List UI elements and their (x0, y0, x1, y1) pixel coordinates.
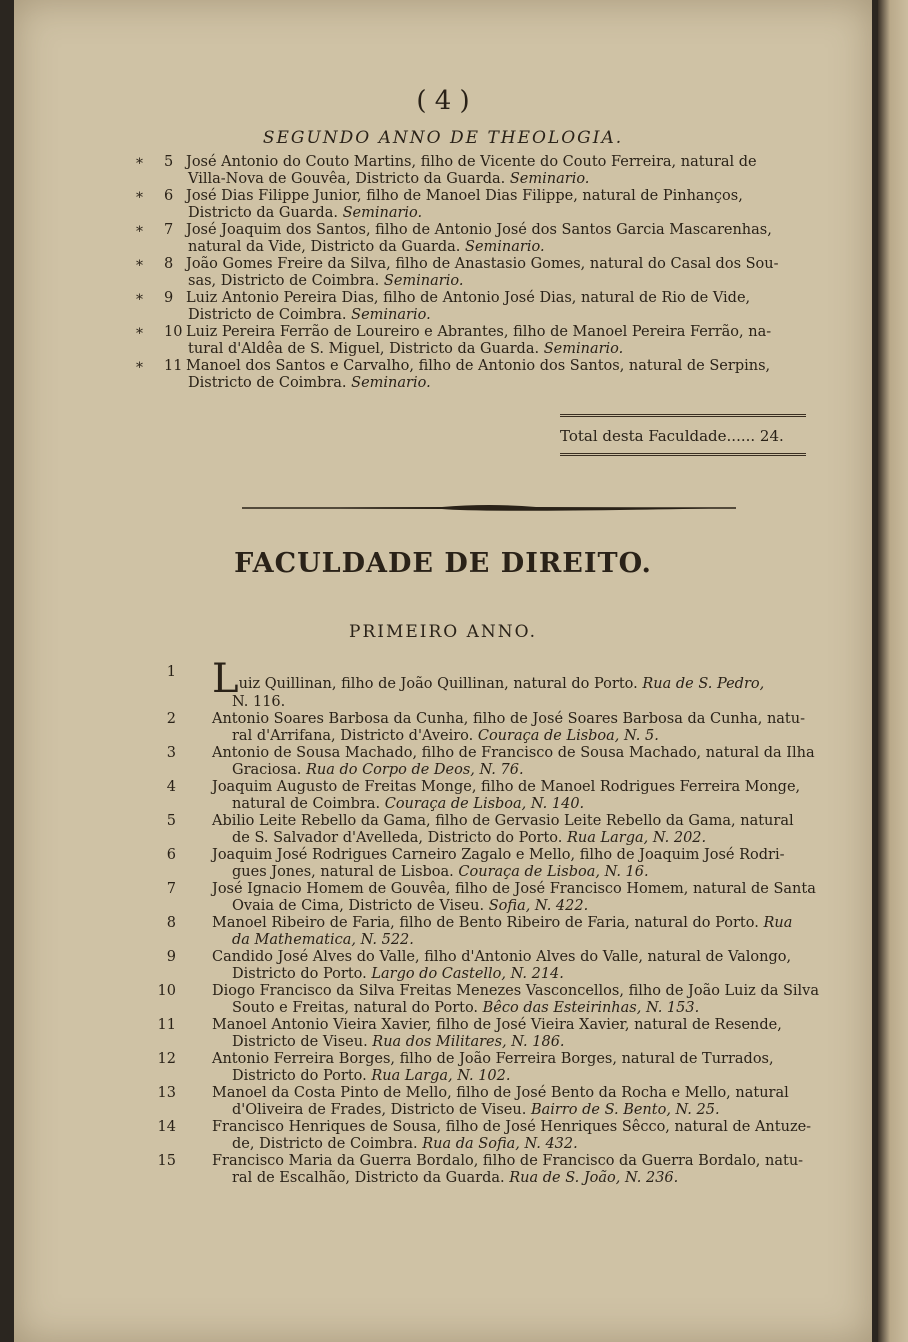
asterisk-mark: * (136, 156, 143, 172)
entry-text: Manoel Antonio Vieira Xavier, filho de José Vieira Xavier, natural de Resende, (212, 1017, 782, 1033)
entry-text-cont: Villa-Nova de Gouvêa, Districto da Guarda. (188, 171, 506, 187)
entry-line-1 (164, 154, 814, 171)
entry-number: 9 (166, 949, 176, 965)
entry-text: José Antonio do Couto Martins, filho de Vicente do Couto Ferreira, natural de (186, 154, 757, 170)
entry-line-2 (182, 694, 822, 711)
entry-line-2 (182, 1068, 822, 1085)
entry-line-2 (164, 375, 814, 392)
entry-residence: Bairro de S. Bento, N. 25. (530, 1102, 720, 1118)
book-page (14, 0, 872, 1342)
entry-line-1 (182, 1153, 822, 1170)
entry-number: 12 (157, 1051, 176, 1067)
law-entry (166, 847, 822, 881)
entry-text-cont: de S. Salvador d'Avelleda, Districto do Porto. (232, 830, 563, 846)
entry-text: Diogo Francisco da Silva Freitas Menezes Vasconcellos, filho de João Luiz da Silva (212, 983, 819, 999)
law-entry (166, 711, 822, 745)
law-entry (166, 656, 822, 711)
entry-line-1 (164, 188, 814, 205)
law-entry (157, 983, 822, 1017)
entry-text-cont: sas, Districto de Coimbra. (188, 273, 380, 289)
theology-entry (136, 188, 814, 222)
law-entry (157, 1051, 822, 1085)
entry-number: 6 (166, 847, 176, 863)
page-content (14, 0, 872, 1342)
entry-residence: Rua Larga, N. 202. (567, 830, 707, 846)
entry-line-2 (164, 273, 814, 290)
entry-line-1 (182, 1051, 822, 1068)
law-entry (166, 881, 822, 915)
entry-text: Luiz Pereira Ferrão de Loureiro e Abrantes, filho de Manoel Pereira Ferrão, na- (186, 324, 772, 340)
theology-entry (136, 222, 814, 256)
entry-number: 6 (164, 188, 174, 204)
entry-line-2 (164, 307, 814, 324)
entry-line-1 (182, 1119, 822, 1136)
entry-number: 8 (166, 915, 176, 931)
entry-text: Luiz Antonio Pereira Dias, filho de Antonio José Dias, natural de Rio de Vide, (186, 290, 751, 306)
law-entry (166, 813, 822, 847)
entry-text: José Ignacio Homem de Gouvêa, filho de José Francisco Homem, natural de Santa (212, 881, 816, 897)
entry-number: 1 (166, 664, 176, 680)
entry-text-cont: de, Districto de Coimbra. (232, 1136, 418, 1152)
entry-text: Manoel Ribeiro de Faria, filho de Bento Ribeiro de Faria, natural do Porto. (212, 915, 759, 931)
entry-line-2 (164, 171, 814, 188)
entry-residence: Sofia, N. 422. (488, 898, 589, 914)
entry-line-1 (164, 290, 814, 307)
asterisk-mark: * (136, 326, 143, 342)
entry-text-cont: Districto do Porto. (232, 966, 367, 982)
entry-text-cont: Districto de Coimbra. (188, 307, 347, 323)
entry-residence: Rua de S. João, N. 236. (509, 1170, 679, 1186)
entry-text-cont: Districto de Coimbra. (188, 375, 347, 391)
entry-text: uiz Quillinan, filho de João Quillinan, natural do Porto. (238, 676, 638, 692)
law-entry-list (157, 656, 822, 1187)
entry-line-1 (182, 745, 822, 762)
entry-text: José Joaquim dos Santos, filho de Antonio José dos Santos Garcia Mascarenhas, (186, 222, 772, 238)
entry-residence: Largo do Castello, N. 214. (371, 966, 564, 982)
entry-line-2 (182, 830, 822, 847)
year-title: PRIMEIRO ANNO. (349, 622, 537, 642)
entry-residence: Seminario. (509, 171, 590, 187)
entry-text-cont: tural d'Aldêa de S. Miguel, Districto da Guarda. (188, 341, 540, 357)
entry-number: 8 (164, 256, 174, 272)
entry-line-2 (182, 864, 822, 881)
asterisk-mark: * (136, 360, 143, 376)
entry-number: 14 (157, 1119, 176, 1135)
entry-number: 11 (157, 1017, 176, 1033)
entry-text-cont: Districto da Guarda. (188, 205, 338, 221)
entry-line-2 (182, 932, 822, 949)
entry-residence: Seminario. (383, 273, 464, 289)
entry-number: 10 (164, 324, 183, 340)
asterisk-mark: * (136, 258, 143, 274)
entry-text: Antonio de Sousa Machado, filho de Francisco de Sousa Machado, natural da Ilha (212, 745, 815, 761)
entry-number: 9 (164, 290, 174, 306)
entry-number: 2 (166, 711, 176, 727)
asterisk-mark: * (136, 224, 143, 240)
entry-number: 15 (157, 1153, 176, 1169)
entry-text: Joaquim Augusto de Freitas Monge, filho de Manoel Rodrigues Ferreira Monge, (212, 779, 801, 795)
entry-text-cont: natural da Vide, Districto da Guarda. (188, 239, 461, 255)
entry-number: 7 (166, 881, 176, 897)
entry-text-cont: ral d'Arrifana, Districto d'Aveiro. (232, 728, 474, 744)
ornamental-divider (242, 503, 736, 513)
entry-number: 3 (166, 745, 176, 761)
entry-text: José Dias Filippe Junior, filho de Manoel Dias Filippe, natural de Pinhanços, (186, 188, 743, 204)
entry-line-2 (164, 205, 814, 222)
entry-line-2 (182, 1000, 822, 1017)
theology-entry (136, 324, 814, 358)
asterisk-mark: * (136, 292, 143, 308)
entry-residence: Seminario. (342, 205, 423, 221)
entry-line-1 (182, 983, 822, 1000)
entry-line-2 (182, 1136, 822, 1153)
entry-line-2 (182, 728, 822, 745)
entry-line-2 (182, 966, 822, 983)
theology-entry (136, 154, 814, 188)
adjacent-page-edge (878, 0, 908, 1342)
entry-text-cont: Graciosa. (232, 762, 302, 778)
entry-residence: Couraça de Lisboa, N. 5. (477, 728, 659, 744)
asterisk-mark: * (136, 190, 143, 206)
entry-text-cont: Districto de Viseu. (232, 1034, 368, 1050)
entry-text: Antonio Soares Barbosa da Cunha, filho de José Soares Barbosa da Cunha, natu- (212, 711, 805, 727)
entry-number: 11 (164, 358, 183, 374)
faculty-total: Total desta Faculdade...... 24. (560, 414, 806, 456)
law-entry (166, 779, 822, 813)
entry-line-1 (182, 949, 822, 966)
entry-residence: Bêco das Esteirinhas, N. 153. (482, 1000, 700, 1016)
entry-text: Joaquim José Rodrigues Carneiro Zagalo e Mello, filho de Joaquim José Rodri- (212, 847, 785, 863)
entry-line-1 (182, 779, 822, 796)
entry-line-1 (164, 222, 814, 239)
entry-line-1 (182, 1017, 822, 1034)
entry-number: 13 (157, 1085, 176, 1101)
entry-residence: Rua Larga, N. 102. (371, 1068, 511, 1084)
law-entry (166, 949, 822, 983)
entry-line-1 (182, 847, 822, 864)
law-entry (157, 1153, 822, 1187)
entry-residence: Rua dos Militares, N. 186. (372, 1034, 565, 1050)
faculty-title: FACULDADE DE DIREITO. (234, 548, 652, 579)
law-entry (157, 1119, 822, 1153)
entry-text-cont: Ovaia de Cima, Districto de Viseu. (232, 898, 485, 914)
entry-number: 4 (166, 779, 176, 795)
law-entry (157, 1085, 822, 1119)
entry-residence: Rua (763, 915, 793, 931)
entry-line-1 (182, 711, 822, 728)
entry-residence: Seminario. (351, 375, 431, 391)
theology-entry (136, 358, 814, 392)
entry-line-2 (182, 1102, 822, 1119)
entry-number: 10 (157, 983, 176, 999)
entry-residence: Rua da Sofia, N. 432. (422, 1136, 578, 1152)
entry-line-2 (182, 898, 822, 915)
entry-residence: Rua do Corpo de Deos, N. 76. (305, 762, 524, 778)
law-entry (157, 1017, 822, 1051)
entry-line-2 (182, 762, 822, 779)
entry-residence: Rua de S. Pedro, (642, 676, 765, 692)
entry-line-2 (164, 341, 814, 358)
section-title: SEGUNDO ANNO DE THEOLOGIA. (262, 128, 624, 148)
entry-line-1 (182, 1085, 822, 1102)
page-number: ( 4 ) (416, 86, 470, 116)
entry-text-cont: ral de Escalhão, Districto da Guarda. (232, 1170, 505, 1186)
entry-residence: da Mathematica, N. 522. (232, 932, 414, 948)
entry-text: Antonio Ferreira Borges, filho de João Ferreira Borges, natural de Turrados, (212, 1051, 774, 1067)
entry-text: Candido José Alves do Valle, filho d'Antonio Alves do Valle, natural de Valongo, (212, 949, 792, 965)
entry-residence: Seminario. (465, 239, 545, 255)
entry-residence: Couraça de Lisboa, N. 140. (384, 796, 585, 812)
entry-text-cont: d'Oliveira de Frades, Districto de Viseu. (232, 1102, 527, 1118)
entry-line-1 (182, 915, 822, 932)
entry-text: Manoel da Costa Pinto de Mello, filho de José Bento da Rocha e Mello, natural (212, 1085, 789, 1101)
entry-text: Francisco Henriques de Sousa, filho de José Henriques Sêcco, natural de Antuze- (212, 1119, 812, 1135)
entry-text-cont: natural de Coimbra. (232, 796, 381, 812)
entry-text: Abilio Leite Rebello da Gama, filho de Gervasio Leite Rebello da Gama, natural (212, 813, 794, 829)
theology-entry (136, 290, 814, 324)
entry-line-1 (164, 358, 814, 375)
entry-text: João Gomes Freire da Silva, filho de Anastasio Gomes, natural do Casal dos Sou- (186, 256, 779, 272)
theology-entry (136, 256, 814, 290)
entry-text-cont: N. 116. (232, 694, 286, 710)
entry-text: Francisco Maria da Guerra Bordalo, filho de Francisco da Guerra Bordalo, natu- (212, 1153, 804, 1169)
entry-line-2 (164, 239, 814, 256)
entry-text-cont: Districto do Porto. (232, 1068, 367, 1084)
entry-line-2 (182, 1034, 822, 1051)
entry-number: 7 (164, 222, 174, 238)
entry-text: Manoel dos Santos e Carvalho, filho de Antonio dos Santos, natural de Serpins, (186, 358, 771, 374)
entry-residence: Seminario. (543, 341, 624, 357)
drop-cap: L (212, 656, 239, 702)
entry-line-1 (182, 881, 822, 898)
entry-line-1 (182, 813, 822, 830)
entry-line-1 (164, 324, 814, 341)
entry-residence: Seminario. (351, 307, 431, 323)
entry-text-cont: Souto e Freitas, natural do Porto. (232, 1000, 479, 1016)
law-entry (166, 745, 822, 779)
entry-line-2 (182, 1170, 822, 1187)
entry-line-1 (164, 256, 814, 273)
entry-residence: Couraça de Lisboa, N. 16. (458, 864, 649, 880)
entry-number: 5 (166, 813, 176, 829)
theology-entry-list (136, 154, 814, 392)
entry-line-2 (182, 796, 822, 813)
law-entry (166, 915, 822, 949)
entry-number: 5 (164, 154, 174, 170)
entry-text-cont: gues Jones, natural de Lisboa. (232, 864, 454, 880)
